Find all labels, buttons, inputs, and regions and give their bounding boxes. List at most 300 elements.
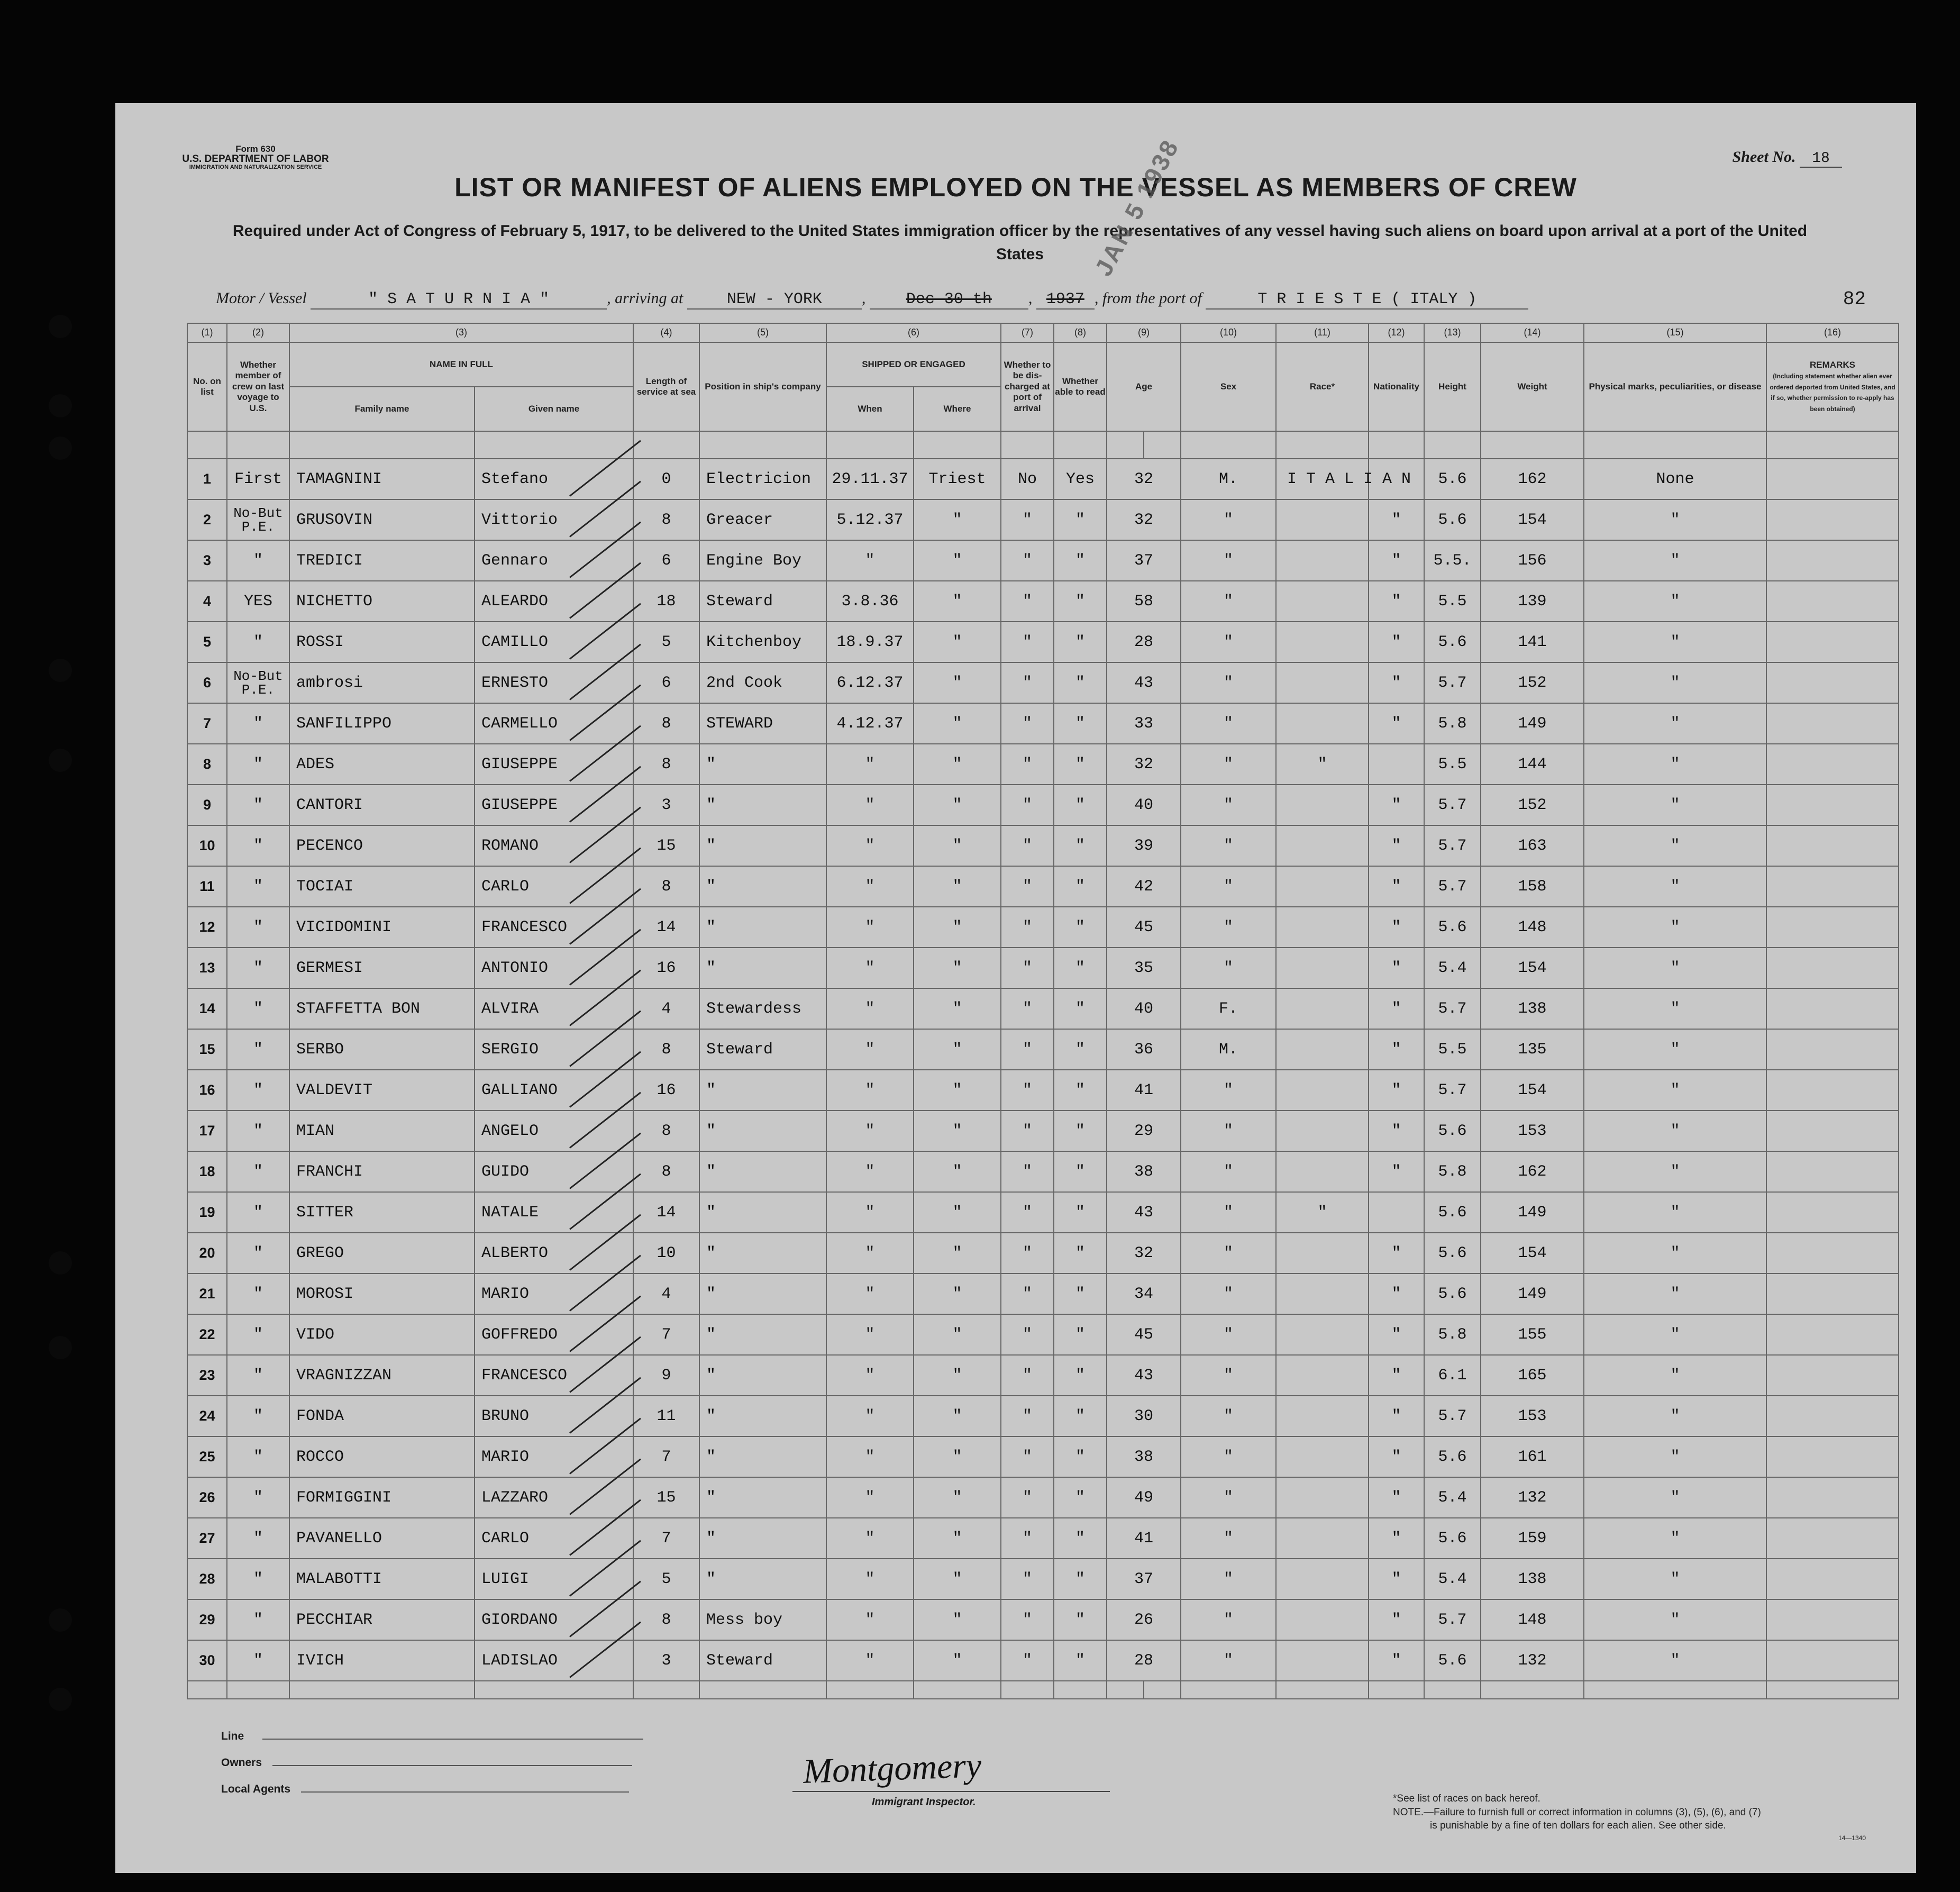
manifest-sheet <box>115 103 1916 1873</box>
cell-race <box>1276 1436 1369 1477</box>
header-sex: Sex <box>1181 342 1276 431</box>
cell-position: Stewardess <box>699 988 826 1029</box>
cell-when: " <box>826 948 914 988</box>
vessel-name: " S A T U R N I A " <box>311 290 607 310</box>
empty-cell <box>289 1681 475 1699</box>
cell-remarks <box>1766 1559 1899 1599</box>
cell-race <box>1276 1396 1369 1436</box>
empty-cell <box>1584 1681 1766 1699</box>
cell-height: 5.4 <box>1424 1477 1481 1518</box>
cell-weight: 154 <box>1481 948 1584 988</box>
table-row <box>187 459 1899 499</box>
cell-height: 5.7 <box>1424 866 1481 907</box>
cell-member: " <box>227 948 289 988</box>
cell-weight: 132 <box>1481 1477 1584 1518</box>
cell-given: ERNESTO <box>475 662 633 703</box>
sheet-number-label: Sheet No. <box>1732 148 1796 166</box>
cell-where: " <box>914 744 1001 785</box>
cell-remarks <box>1766 1396 1899 1436</box>
cell-age: 41 <box>1107 1518 1181 1559</box>
cell-position: 2nd Cook <box>699 662 826 703</box>
cell-given: Vittorio <box>475 499 633 540</box>
cell-service: 8 <box>633 499 699 540</box>
cell-age: 37 <box>1107 1559 1181 1599</box>
cell-service: 0 <box>633 459 699 499</box>
cell-nationality: " <box>1369 1029 1424 1070</box>
cell-when: 3.8.36 <box>826 581 914 622</box>
cell-discharged: " <box>1001 948 1054 988</box>
empty-cell <box>633 431 699 459</box>
date-stamp: JAN 5 1938 <box>1089 134 1184 280</box>
cell-family: ADES <box>289 744 475 785</box>
cell-age: 43 <box>1107 1192 1181 1233</box>
cell-position: " <box>699 1233 826 1274</box>
empty-cell <box>289 431 475 459</box>
cell-nationality: " <box>1369 662 1424 703</box>
col-num-5: (5) <box>699 323 826 342</box>
cell-member: " <box>227 1111 289 1151</box>
cell-read: " <box>1054 581 1107 622</box>
empty-cell <box>1144 1681 1181 1699</box>
table-row <box>187 866 1899 907</box>
page-number: 82 <box>1843 288 1866 310</box>
table-row <box>187 540 1899 581</box>
cell-no: 23 <box>187 1355 227 1396</box>
cell-read: " <box>1054 1559 1107 1599</box>
cell-where: " <box>914 540 1001 581</box>
cell-nationality: " <box>1369 866 1424 907</box>
cell-race <box>1276 907 1369 948</box>
cell-when: " <box>826 1396 914 1436</box>
cell-race <box>1276 825 1369 866</box>
inspector-signature: Montgomery <box>802 1746 982 1791</box>
cell-discharged: " <box>1001 1070 1054 1111</box>
cell-sex: " <box>1181 744 1276 785</box>
cell-no: 30 <box>187 1640 227 1681</box>
header-name-in-full: NAME IN FULL <box>289 342 633 387</box>
cell-where: " <box>914 703 1001 744</box>
vessel-prefix: Motor / Vessel <box>216 289 307 307</box>
cell-marks: " <box>1584 1599 1766 1640</box>
table-row <box>187 581 1899 622</box>
table-row <box>187 1436 1899 1477</box>
col-num-14: (14) <box>1481 323 1584 342</box>
cell-no: 9 <box>187 785 227 825</box>
cell-discharged: " <box>1001 1029 1054 1070</box>
cell-nationality: " <box>1369 785 1424 825</box>
cell-race <box>1276 581 1369 622</box>
cell-height: 5.7 <box>1424 988 1481 1029</box>
cell-marks: " <box>1584 948 1766 988</box>
cell-service: 4 <box>633 1274 699 1314</box>
crew-table-body <box>187 431 1899 1699</box>
cell-height: 5.7 <box>1424 1070 1481 1111</box>
cell-member: " <box>227 1355 289 1396</box>
cell-sex: " <box>1181 622 1276 662</box>
cell-race <box>1276 703 1369 744</box>
table-row <box>187 1599 1899 1640</box>
cell-remarks <box>1766 662 1899 703</box>
cell-no: 25 <box>187 1436 227 1477</box>
cell-position: " <box>699 785 826 825</box>
cell-member: " <box>227 825 289 866</box>
form-number: Form 630 <box>235 144 276 154</box>
cell-service: 11 <box>633 1396 699 1436</box>
cell-remarks <box>1766 1355 1899 1396</box>
cell-where: " <box>914 1355 1001 1396</box>
binder-hole <box>49 394 72 417</box>
table-row <box>187 1396 1899 1436</box>
cell-height: 5.6 <box>1424 1436 1481 1477</box>
table-row <box>187 1070 1899 1111</box>
cell-member: " <box>227 1233 289 1274</box>
cell-service: 8 <box>633 1151 699 1192</box>
cell-family: ROSSI <box>289 622 475 662</box>
cell-read: " <box>1054 1640 1107 1681</box>
cell-marks: " <box>1584 581 1766 622</box>
page-title: LIST OR MANIFEST OF ALIENS EMPLOYED ON THE VESSEL AS MEMBERS OF CREW <box>454 172 1577 202</box>
header-where: Where <box>914 387 1001 431</box>
cell-family: SANFILIPPO <box>289 703 475 744</box>
cell-race <box>1276 1233 1369 1274</box>
cell-read: " <box>1054 1111 1107 1151</box>
cell-sex: " <box>1181 1151 1276 1192</box>
cell-read: " <box>1054 622 1107 662</box>
service-name: IMMIGRATION AND NATURALIZATION SERVICE <box>189 163 322 170</box>
cell-height: 5.6 <box>1424 1192 1481 1233</box>
sheet-number-value: 18 <box>1800 150 1842 168</box>
manifest-footer <box>115 1717 1916 1865</box>
cell-no: 4 <box>187 581 227 622</box>
cell-age: 41 <box>1107 1070 1181 1111</box>
binder-hole <box>49 315 72 338</box>
cell-service: 3 <box>633 1640 699 1681</box>
cell-discharged: " <box>1001 1396 1054 1436</box>
empty-cell <box>1001 431 1054 459</box>
empty-cell <box>227 1681 289 1699</box>
cell-height: 5.4 <box>1424 1559 1481 1599</box>
cell-age: 33 <box>1107 703 1181 744</box>
cell-position: " <box>699 1070 826 1111</box>
cell-weight: 149 <box>1481 1274 1584 1314</box>
cell-remarks <box>1766 825 1899 866</box>
cell-sex: " <box>1181 1111 1276 1151</box>
header-member-last-voyage: Whether member of crew on last voyage to U.S. <box>227 342 289 431</box>
cell-weight: 141 <box>1481 622 1584 662</box>
cell-where: " <box>914 1111 1001 1151</box>
cell-race: I T A L I A N <box>1276 459 1369 499</box>
cell-family: CANTORI <box>289 785 475 825</box>
cell-given: LUIGI <box>475 1559 633 1599</box>
cell-nationality: " <box>1369 948 1424 988</box>
cell-height: 5.5 <box>1424 1029 1481 1070</box>
cell-height: 6.1 <box>1424 1355 1481 1396</box>
cell-height: 5.7 <box>1424 1599 1481 1640</box>
cell-height: 5.6 <box>1424 622 1481 662</box>
empty-cell <box>1766 431 1899 459</box>
cell-age: 38 <box>1107 1436 1181 1477</box>
cell-weight: 152 <box>1481 785 1584 825</box>
cell-weight: 132 <box>1481 1640 1584 1681</box>
empty-cell <box>633 1681 699 1699</box>
empty-cell <box>1276 1681 1369 1699</box>
cell-nationality: " <box>1369 1436 1424 1477</box>
cell-member: " <box>227 907 289 948</box>
owners-label: Owners <box>221 1757 262 1769</box>
cell-age: 34 <box>1107 1274 1181 1314</box>
cell-read: " <box>1054 1355 1107 1396</box>
cell-where: " <box>914 662 1001 703</box>
cell-nationality: " <box>1369 907 1424 948</box>
cell-given: FRANCESCO <box>475 1355 633 1396</box>
cell-age: 40 <box>1107 785 1181 825</box>
cell-age: 58 <box>1107 581 1181 622</box>
cell-member: " <box>227 1070 289 1111</box>
empty-cell <box>1054 1681 1107 1699</box>
cell-discharged: " <box>1001 907 1054 948</box>
empty-cell <box>1107 431 1144 459</box>
cell-given: BRUNO <box>475 1396 633 1436</box>
table-row <box>187 622 1899 662</box>
cell-member: " <box>227 1151 289 1192</box>
cell-height: 5.7 <box>1424 1396 1481 1436</box>
cell-remarks <box>1766 744 1899 785</box>
col-num-12: (12) <box>1369 323 1424 342</box>
cell-member: " <box>227 1477 289 1518</box>
column-number-row <box>187 323 1899 342</box>
cell-family: SERBO <box>289 1029 475 1070</box>
filler-row <box>187 1681 1899 1699</box>
cell-height: 5.7 <box>1424 785 1481 825</box>
cell-position: " <box>699 866 826 907</box>
cell-weight: 156 <box>1481 540 1584 581</box>
cell-marks: " <box>1584 499 1766 540</box>
cell-read: " <box>1054 1192 1107 1233</box>
cell-sex: " <box>1181 1274 1276 1314</box>
cell-given: Stefano <box>475 459 633 499</box>
cell-discharged: " <box>1001 499 1054 540</box>
cell-position: " <box>699 1151 826 1192</box>
cell-where: " <box>914 499 1001 540</box>
cell-read: " <box>1054 825 1107 866</box>
empty-cell <box>914 431 1001 459</box>
cell-weight: 149 <box>1481 1192 1584 1233</box>
cell-family: ambrosi <box>289 662 475 703</box>
header-weight: Weight <box>1481 342 1584 431</box>
cell-remarks <box>1766 1640 1899 1681</box>
empty-cell <box>1766 1681 1899 1699</box>
table-row <box>187 1640 1899 1681</box>
cell-position: Mess boy <box>699 1599 826 1640</box>
cell-age: 36 <box>1107 1029 1181 1070</box>
sheet-number-field <box>1733 148 1843 168</box>
cell-no: 11 <box>187 866 227 907</box>
cell-nationality <box>1369 744 1424 785</box>
table-row <box>187 1477 1899 1518</box>
cell-where: " <box>914 1436 1001 1477</box>
cell-race <box>1276 785 1369 825</box>
cell-sex: " <box>1181 1599 1276 1640</box>
cell-given: GIUSEPPE <box>475 785 633 825</box>
cell-when: " <box>826 1559 914 1599</box>
table-row <box>187 907 1899 948</box>
cell-weight: 158 <box>1481 866 1584 907</box>
cell-sex: " <box>1181 785 1276 825</box>
arrival-year: 1937 <box>1036 290 1095 310</box>
cell-height: 5.4 <box>1424 948 1481 988</box>
cell-family: VRAGNIZZAN <box>289 1355 475 1396</box>
cell-weight: 161 <box>1481 1436 1584 1477</box>
cell-where: " <box>914 785 1001 825</box>
cell-remarks <box>1766 1029 1899 1070</box>
cell-marks: " <box>1584 1274 1766 1314</box>
empty-cell <box>1276 431 1369 459</box>
cell-when: 4.12.37 <box>826 703 914 744</box>
cell-sex: " <box>1181 1477 1276 1518</box>
col-num-7: (7) <box>1001 323 1054 342</box>
cell-family: TREDICI <box>289 540 475 581</box>
binder-hole <box>49 1688 72 1711</box>
cell-no: 18 <box>187 1151 227 1192</box>
cell-discharged: " <box>1001 1274 1054 1314</box>
cell-no: 20 <box>187 1233 227 1274</box>
cell-nationality: " <box>1369 1599 1424 1640</box>
cell-when: " <box>826 988 914 1029</box>
cell-height: 5.6 <box>1424 1274 1481 1314</box>
cell-marks: " <box>1584 1355 1766 1396</box>
cell-family: FRANCHI <box>289 1151 475 1192</box>
cell-when: " <box>826 907 914 948</box>
cell-service: 7 <box>633 1314 699 1355</box>
cell-service: 7 <box>633 1436 699 1477</box>
cell-read: " <box>1054 744 1107 785</box>
cell-height: 5.7 <box>1424 662 1481 703</box>
cell-nationality: " <box>1369 581 1424 622</box>
cell-no: 15 <box>187 1029 227 1070</box>
cell-race: " <box>1276 1192 1369 1233</box>
cell-position: " <box>699 1111 826 1151</box>
cell-service: 14 <box>633 1192 699 1233</box>
cell-height: 5.5 <box>1424 744 1481 785</box>
empty-cell <box>1181 1681 1276 1699</box>
cell-member: " <box>227 744 289 785</box>
cell-remarks <box>1766 703 1899 744</box>
empty-cell <box>187 431 227 459</box>
cell-family: FONDA <box>289 1396 475 1436</box>
empty-cell <box>187 1681 227 1699</box>
table-row <box>187 662 1899 703</box>
cell-no: 3 <box>187 540 227 581</box>
cell-discharged: " <box>1001 1640 1054 1681</box>
cell-marks: " <box>1584 1233 1766 1274</box>
cell-when: " <box>826 1233 914 1274</box>
cell-given: ALBERTO <box>475 1233 633 1274</box>
cell-height: 5.8 <box>1424 1314 1481 1355</box>
cell-discharged: " <box>1001 1314 1054 1355</box>
cell-when: " <box>826 1314 914 1355</box>
col-num-13: (13) <box>1424 323 1481 342</box>
cell-family: GRUSOVIN <box>289 499 475 540</box>
cell-given: NATALE <box>475 1192 633 1233</box>
cell-remarks <box>1766 1151 1899 1192</box>
cell-no: 16 <box>187 1070 227 1111</box>
cell-discharged: " <box>1001 825 1054 866</box>
cell-age: 29 <box>1107 1111 1181 1151</box>
cell-where: " <box>914 1477 1001 1518</box>
cell-no: 8 <box>187 744 227 785</box>
cell-when: " <box>826 1436 914 1477</box>
cell-age: 42 <box>1107 866 1181 907</box>
cell-discharged: " <box>1001 988 1054 1029</box>
cell-nationality: " <box>1369 1070 1424 1111</box>
cell-sex: " <box>1181 1559 1276 1599</box>
cell-race <box>1276 1518 1369 1559</box>
cell-nationality: " <box>1369 1274 1424 1314</box>
cell-given: CARLO <box>475 866 633 907</box>
cell-when: " <box>826 1111 914 1151</box>
cell-given: MARIO <box>475 1274 633 1314</box>
cell-race <box>1276 1029 1369 1070</box>
cell-sex: " <box>1181 825 1276 866</box>
cell-member: " <box>227 1029 289 1070</box>
col-num-3: (3) <box>289 323 633 342</box>
cell-discharged: " <box>1001 785 1054 825</box>
cell-position: " <box>699 1355 826 1396</box>
cell-discharged: No <box>1001 459 1054 499</box>
cell-remarks <box>1766 499 1899 540</box>
cell-marks: " <box>1584 703 1766 744</box>
cell-where: Triest <box>914 459 1001 499</box>
header-row-upper <box>187 342 1899 387</box>
cell-service: 8 <box>633 1111 699 1151</box>
binder-hole <box>49 749 72 772</box>
cell-when: " <box>826 1599 914 1640</box>
cell-given: GUIDO <box>475 1151 633 1192</box>
col-num-6: (6) <box>826 323 1001 342</box>
cell-when: " <box>826 1151 914 1192</box>
cell-member: " <box>227 1518 289 1559</box>
cell-race <box>1276 499 1369 540</box>
cell-race <box>1276 866 1369 907</box>
cell-member: " <box>227 1559 289 1599</box>
cell-age: 43 <box>1107 662 1181 703</box>
table-row <box>187 1192 1899 1233</box>
cell-read: Yes <box>1054 459 1107 499</box>
cell-race <box>1276 1151 1369 1192</box>
cell-member: " <box>227 1192 289 1233</box>
cell-discharged: " <box>1001 703 1054 744</box>
header-no-on-list: No. on list <box>187 342 227 431</box>
cell-nationality: " <box>1369 499 1424 540</box>
cell-age: 43 <box>1107 1355 1181 1396</box>
empty-cell <box>914 1681 1001 1699</box>
cell-age: 32 <box>1107 744 1181 785</box>
line-label: Line <box>221 1730 244 1742</box>
cell-where: " <box>914 1233 1001 1274</box>
cell-sex: " <box>1181 662 1276 703</box>
cell-nationality: " <box>1369 1477 1424 1518</box>
table-row <box>187 1233 1899 1274</box>
cell-weight: 135 <box>1481 1029 1584 1070</box>
cell-weight: 152 <box>1481 662 1584 703</box>
cell-member: First <box>227 459 289 499</box>
cell-given: MARIO <box>475 1436 633 1477</box>
cell-weight: 155 <box>1481 1314 1584 1355</box>
cell-marks: " <box>1584 785 1766 825</box>
empty-cell <box>1369 1681 1424 1699</box>
cell-position: Steward <box>699 1640 826 1681</box>
cell-weight: 159 <box>1481 1518 1584 1559</box>
